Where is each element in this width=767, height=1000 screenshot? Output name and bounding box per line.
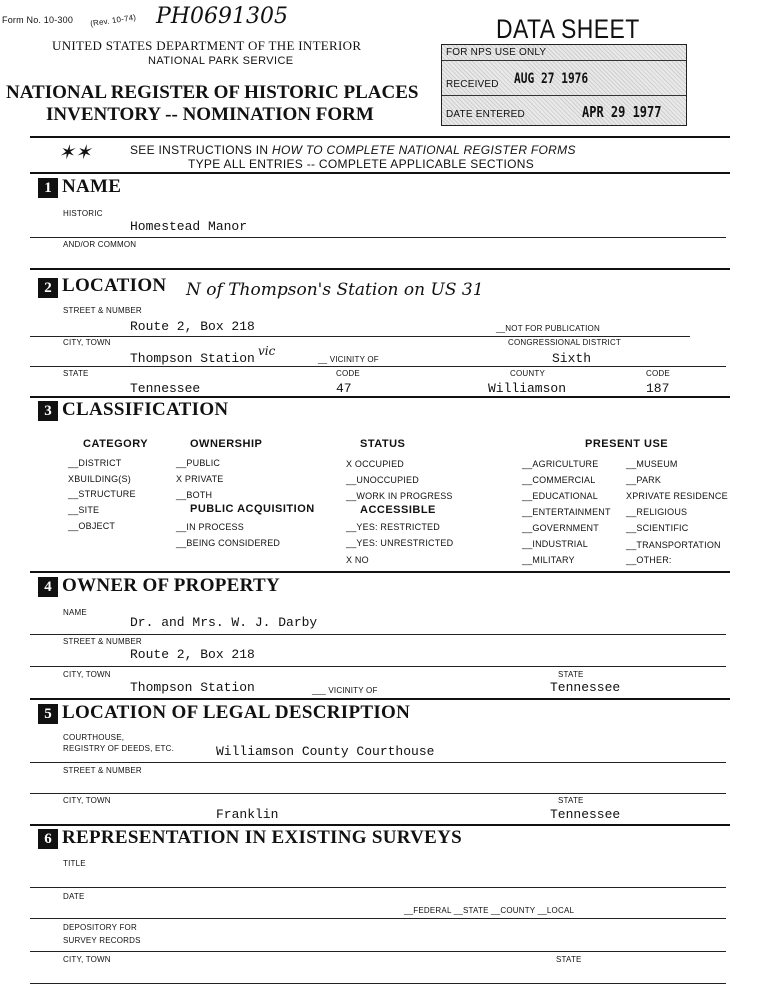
owner-state-label: STATE: [558, 670, 584, 679]
form-title-line2: INVENTORY -- NOMINATION FORM: [46, 104, 374, 125]
accessible-header: ACCESSIBLE: [360, 504, 436, 516]
courthouse-field[interactable]: Williamson County Courthouse: [216, 744, 435, 759]
owner-city-label: CITY, TOWN: [63, 670, 111, 679]
survey-date-label: DATE: [63, 892, 85, 901]
handwritten-vicinity-note: vic: [258, 344, 276, 358]
owner-state-field[interactable]: Tennessee: [550, 680, 621, 695]
section-2-number: 2: [38, 278, 58, 298]
city-label: CITY, TOWN: [63, 338, 111, 347]
legal-city-label: CITY, TOWN: [63, 796, 111, 805]
registry-label: REGISTRY OF DEEDS, ETC.: [63, 744, 174, 753]
use-option-entertainment[interactable]: __ENTERTAINMENT: [522, 507, 611, 517]
owner-street-label: STREET & NUMBER: [63, 637, 142, 646]
county-label: COUNTY: [510, 369, 545, 378]
ownership-option-private[interactable]: X PRIVATE: [176, 474, 224, 484]
section-3-number: 3: [38, 401, 58, 421]
vicinity-option[interactable]: __ VICINITY OF: [318, 355, 379, 364]
section-6-number: 6: [38, 829, 58, 849]
use-option-private-residence[interactable]: XPRIVATE RESIDENCE: [626, 491, 728, 501]
use-option-industrial[interactable]: __INDUSTRIAL: [522, 539, 588, 549]
legal-state-field[interactable]: Tennessee: [550, 807, 621, 822]
acquisition-option-in-process[interactable]: __IN PROCESS: [176, 522, 244, 532]
form-number: Form No. 10-300: [2, 15, 74, 25]
legal-city-field[interactable]: Franklin: [216, 807, 279, 822]
received-label: RECEIVED: [446, 79, 499, 90]
use-option-educational[interactable]: __EDUCATIONAL: [522, 491, 598, 501]
section-6-title: REPRESENTATION IN EXISTING SURVEYS: [62, 827, 463, 848]
instructions-prefix: SEE INSTRUCTIONS IN: [130, 143, 273, 157]
use-option-commercial[interactable]: __COMMERCIAL: [522, 475, 596, 485]
use-option-park[interactable]: __PARK: [626, 475, 662, 485]
legal-street-label: STREET & NUMBER: [63, 766, 142, 775]
acquisition-option-being-considered[interactable]: __BEING CONSIDERED: [176, 538, 281, 548]
state-field[interactable]: Tennessee: [130, 381, 201, 396]
owner-name-label: NAME: [63, 608, 87, 617]
received-stamp: AUG 27 1976: [514, 71, 589, 87]
historic-label: HISTORIC: [63, 209, 103, 218]
department-name: UNITED STATES DEPARTMENT OF THE INTERIOR: [52, 38, 362, 53]
ownership-option-both[interactable]: __BOTH: [176, 490, 213, 500]
section-1-title: NAME: [62, 176, 122, 197]
congressional-district-label: CONGRESSIONAL DISTRICT: [508, 338, 622, 347]
category-option-object[interactable]: __OBJECT: [68, 521, 116, 531]
use-option-other[interactable]: __OTHER:: [626, 555, 672, 565]
use-option-scientific[interactable]: __SCIENTIFIC: [626, 523, 689, 533]
star-mark-icon: ✶✶: [58, 140, 92, 164]
depository-label: DEPOSITORY FOR: [63, 923, 137, 932]
category-header: CATEGORY: [83, 438, 149, 450]
courthouse-label: COURTHOUSE,: [63, 733, 125, 742]
survey-title-label: TITLE: [63, 859, 86, 868]
use-option-government[interactable]: __GOVERNMENT: [522, 523, 599, 533]
use-option-military[interactable]: __MILITARY: [522, 555, 575, 565]
state-code-label: CODE: [336, 369, 360, 378]
state-code-field[interactable]: 47: [336, 381, 352, 396]
data-sheet-heading: DATA SHEET: [496, 14, 640, 44]
instructions-line2: TYPE ALL ENTRIES -- COMPLETE APPLICABLE SECTIONS: [188, 157, 535, 171]
accessible-option-restricted[interactable]: __YES: RESTRICTED: [346, 522, 440, 532]
status-option-unoccupied[interactable]: __UNOCCUPIED: [346, 475, 419, 485]
street-label: STREET & NUMBER: [63, 306, 142, 315]
date-entered-label: DATE ENTERED: [446, 109, 525, 120]
service-name: NATIONAL PARK SERVICE: [148, 55, 294, 67]
accessible-option-no[interactable]: X NO: [346, 555, 369, 565]
section-4-number: 4: [38, 577, 58, 597]
section-2-title: LOCATION: [62, 275, 167, 296]
section-5-title: LOCATION OF LEGAL DESCRIPTION: [62, 702, 411, 723]
congressional-district-field[interactable]: Sixth: [552, 351, 592, 366]
ownership-header: OWNERSHIP: [190, 438, 263, 450]
state-label: STATE: [63, 369, 89, 378]
public-acquisition-header: PUBLIC ACQUISITION: [190, 503, 315, 515]
accessible-option-unrestricted[interactable]: __YES: UNRESTRICTED: [346, 538, 454, 548]
legal-state-label: STATE: [558, 796, 584, 805]
section-5-number: 5: [38, 704, 58, 724]
use-option-agriculture[interactable]: __AGRICULTURE: [522, 459, 599, 469]
form-revision: (Rev. 10-74): [89, 12, 137, 29]
form-title-line1: NATIONAL REGISTER OF HISTORIC PLACES: [6, 82, 419, 103]
survey-city-label: CITY, TOWN: [63, 955, 111, 964]
street-field[interactable]: Route 2, Box 218: [130, 319, 255, 334]
instructions-title: HOW TO COMPLETE NATIONAL REGISTER FORMS: [272, 143, 576, 157]
owner-street-field[interactable]: Route 2, Box 218: [130, 647, 255, 662]
category-option-district[interactable]: __DISTRICT: [68, 458, 122, 468]
city-field[interactable]: Thompson Station: [130, 351, 255, 366]
category-option-site[interactable]: __SITE: [68, 505, 100, 515]
ownership-option-public[interactable]: __PUBLIC: [176, 458, 221, 468]
status-header: STATUS: [360, 438, 406, 450]
section-1-number: 1: [38, 178, 58, 198]
survey-level-options[interactable]: __FEDERAL __STATE __COUNTY __LOCAL: [404, 906, 575, 915]
present-use-header: PRESENT USE: [585, 438, 669, 450]
not-for-publication-option[interactable]: __NOT FOR PUBLICATION: [496, 324, 600, 333]
handwritten-form-id: PH0691305: [156, 4, 288, 29]
owner-name-field[interactable]: Dr. and Mrs. W. J. Darby: [130, 615, 318, 630]
owner-city-field[interactable]: Thompson Station: [130, 680, 255, 695]
section-4-title: OWNER OF PROPERTY: [62, 575, 281, 596]
historic-name-field[interactable]: Homestead Manor: [130, 219, 248, 234]
use-option-religious[interactable]: __RELIGIOUS: [626, 507, 688, 517]
county-code-label: CODE: [646, 369, 670, 378]
nps-use-box: [441, 44, 687, 126]
status-option-occupied[interactable]: X OCCUPIED: [346, 459, 405, 469]
status-option-work-in-progress[interactable]: __WORK IN PROGRESS: [346, 491, 453, 501]
common-name-label: AND/OR COMMON: [63, 240, 137, 249]
county-field[interactable]: Williamson: [488, 381, 567, 396]
section-3-title: CLASSIFICATION: [62, 399, 229, 420]
nps-use-label: FOR NPS USE ONLY: [446, 47, 547, 58]
instructions-line1: [130, 143, 576, 157]
date-entered-stamp: APR 29 1977: [582, 103, 662, 121]
handwritten-location-note: N of Thompson's Station on US 31: [186, 280, 484, 300]
survey-records-label: SURVEY RECORDS: [63, 936, 141, 945]
category-option-structure[interactable]: __STRUCTURE: [68, 489, 136, 499]
category-option-buildings[interactable]: XBUILDING(S): [68, 474, 131, 484]
use-option-museum[interactable]: __MUSEUM: [626, 459, 678, 469]
use-option-transportation[interactable]: __TRANSPORTATION: [626, 540, 721, 550]
survey-state-label: STATE: [556, 955, 582, 964]
county-code-field[interactable]: 187: [646, 381, 670, 396]
owner-vicinity-option[interactable]: ___ VICINITY OF: [312, 686, 378, 695]
